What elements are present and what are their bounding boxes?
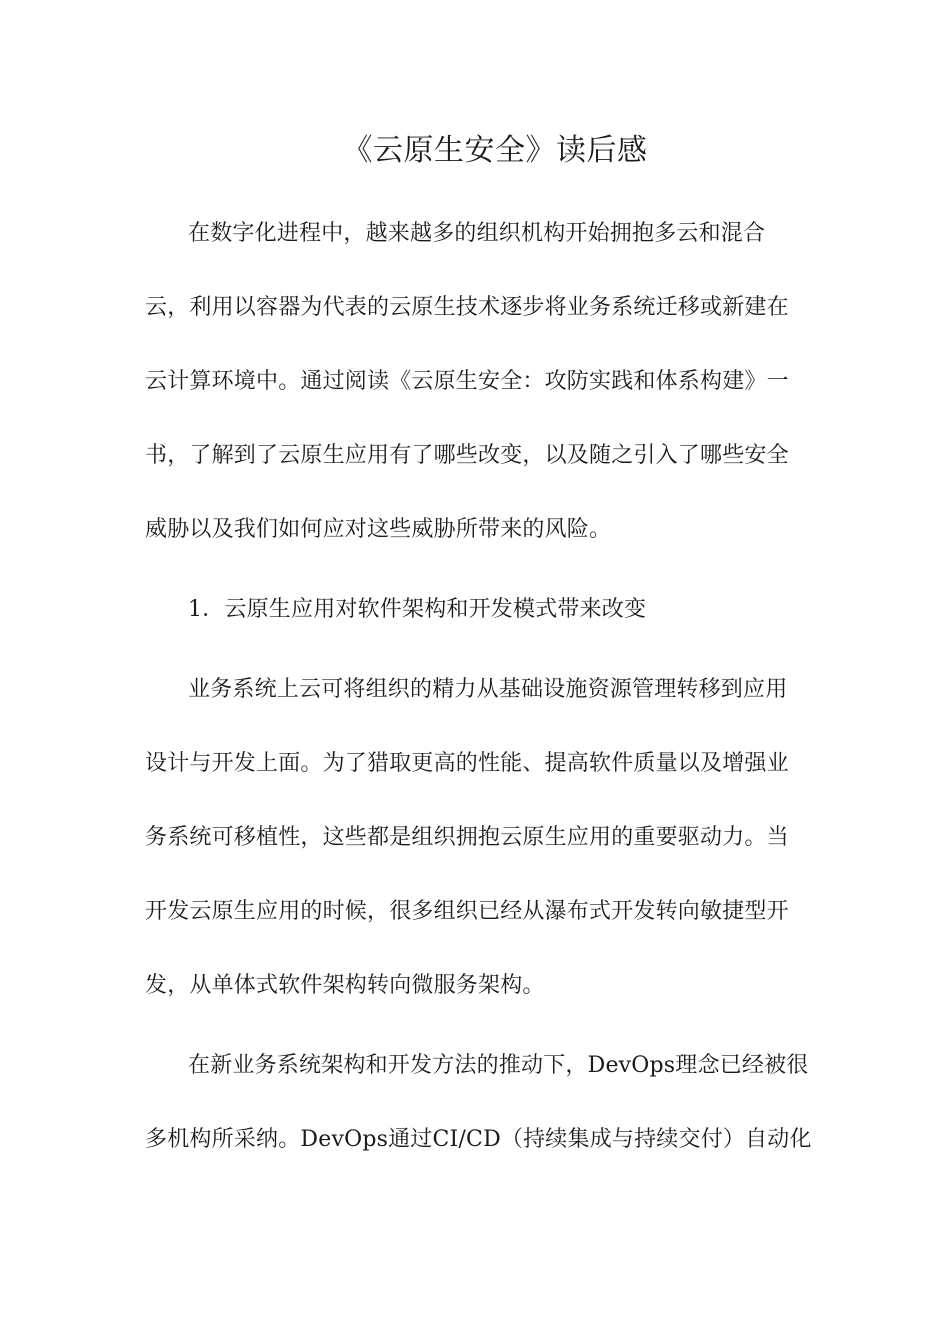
paragraph-1-line-2: 云，利用以容器为代表的云原生技术逐步将业务系统迁移或新建在	[145, 295, 789, 320]
paragraph-2-line-5: 发，从单体式软件架构转向微服务架构。	[145, 973, 545, 998]
paragraph-2-line-3: 务系统可移植性，这些都是组织拥抱云原生应用的重要驱动力。当	[145, 825, 789, 850]
paragraph-3-line-1: 在新业务系统架构和开发方法的推动下，DevOps理念已经被很	[188, 1053, 809, 1078]
paragraph-1-line-1: 在数字化进程中，越来越多的组织机构开始拥抱多云和混合	[188, 221, 766, 246]
paragraph-1-line-3: 云计算环境中。通过阅读《云原生安全：攻防实践和体系构建》一	[145, 369, 789, 394]
paragraph-2-line-1: 业务系统上云可将组织的精力从基础设施资源管理转移到应用	[188, 677, 788, 702]
paragraph-1-line-5: 威胁以及我们如何应对这些威胁所带来的风险。	[145, 517, 612, 542]
paragraph-2-line-2: 设计与开发上面。为了猎取更高的性能、提高软件质量以及增强业	[145, 751, 789, 776]
paragraph-2-line-4: 开发云原生应用的时候，很多组织已经从瀑布式开发转向敏捷型开	[145, 899, 789, 924]
paragraph-1-line-4: 书，了解到了云原生应用有了哪些改变，以及随之引入了哪些安全	[145, 443, 789, 468]
document-title: 《云原生安全》读后感	[342, 133, 648, 168]
section-heading-1: 1．云原生应用对软件架构和开发模式带来改变	[188, 597, 647, 622]
paragraph-3-line-2: 多机构所采纳。DevOps通过CI/CD（持续集成与持续交付）自动化	[145, 1127, 812, 1152]
